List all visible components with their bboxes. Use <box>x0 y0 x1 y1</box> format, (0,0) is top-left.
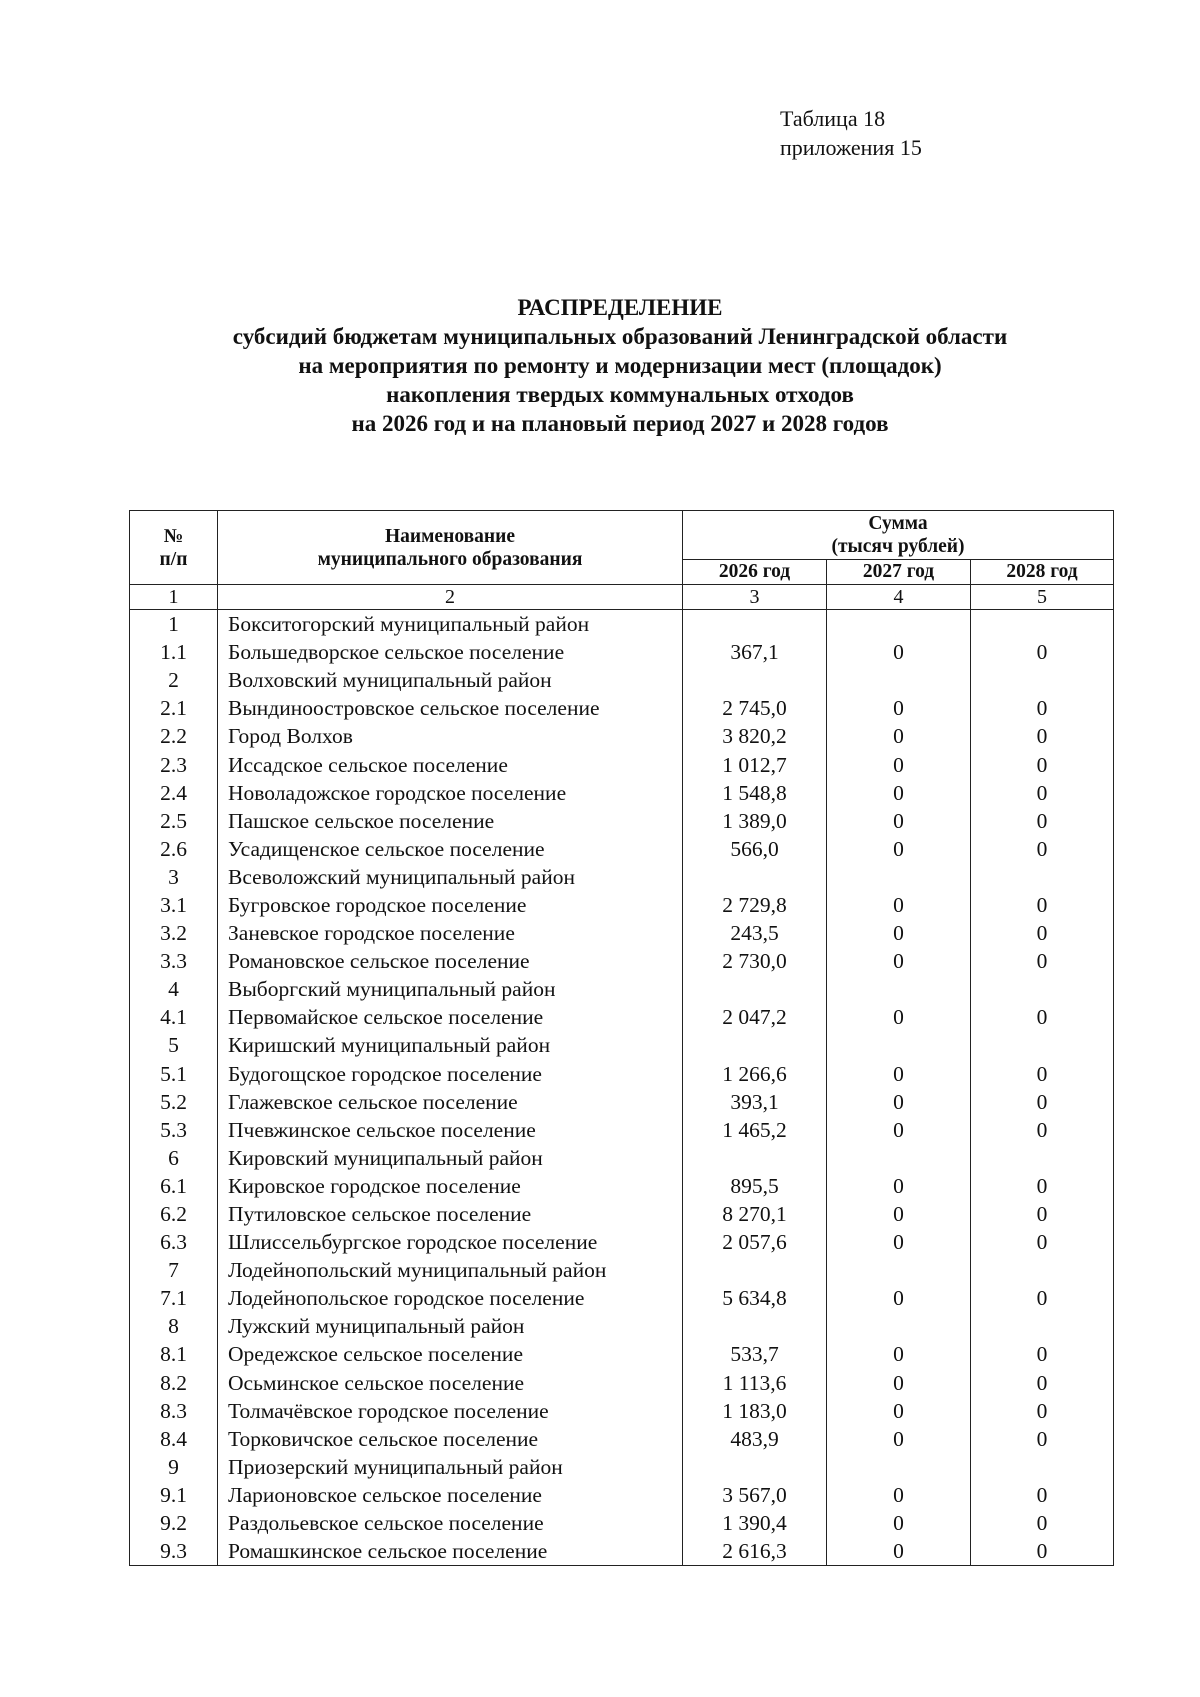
title-line-2: субсидий бюджетам муниципальных образований Ленинградской области <box>232 324 1008 349</box>
row-number: 4 <box>130 975 218 1003</box>
row-name: Приозерский муниципальный район <box>218 1453 683 1481</box>
table-row <box>130 1060 1114 1088</box>
row-value-2026: 2 745,0 <box>683 694 827 722</box>
row-name: Романовское сельское поселение <box>218 947 683 975</box>
row-number: 3.2 <box>130 919 218 947</box>
title-line-3: на мероприятия по ремонту и модернизации мест (площадок) <box>298 353 942 378</box>
row-number: 6.3 <box>130 1228 218 1256</box>
row-value-2028: 0 <box>971 1003 1114 1031</box>
row-number: 9.2 <box>130 1509 218 1537</box>
row-number: 8.3 <box>130 1397 218 1425</box>
row-name: Ромашкинское сельское поселение <box>218 1537 683 1566</box>
appendix-number: приложения 15 <box>780 135 922 160</box>
row-value-2027: 0 <box>827 1060 971 1088</box>
row-value-2026: 566,0 <box>683 835 827 863</box>
table-row <box>130 1031 1114 1059</box>
row-name: Путиловское сельское поселение <box>218 1200 683 1228</box>
row-name: Пашское сельское поселение <box>218 807 683 835</box>
row-number: 5.2 <box>130 1088 218 1116</box>
row-name: Волховский муниципальный район <box>218 666 683 694</box>
row-name: Глажевское сельское поселение <box>218 1088 683 1116</box>
header-year-2027: 2027 год <box>827 560 971 585</box>
row-name: Киришский муниципальный район <box>218 1031 683 1059</box>
table-row <box>130 638 1114 666</box>
column-number: 1 <box>130 585 218 610</box>
row-value-2027: 0 <box>827 779 971 807</box>
column-number: 5 <box>971 585 1114 610</box>
row-value-2026: 1 548,8 <box>683 779 827 807</box>
row-value-2026: 1 465,2 <box>683 1116 827 1144</box>
row-value-2027: 0 <box>827 807 971 835</box>
row-number: 6.1 <box>130 1172 218 1200</box>
row-value-2028: 0 <box>971 1425 1114 1453</box>
row-name: Вындиноостровское сельское поселение <box>218 694 683 722</box>
row-value-2026: 895,5 <box>683 1172 827 1200</box>
header-name-line-2: муниципального образования <box>317 548 583 570</box>
row-value-2027: 0 <box>827 1172 971 1200</box>
table-row <box>130 1340 1114 1368</box>
row-value-2028: 0 <box>971 947 1114 975</box>
header-year-2026: 2026 год <box>683 560 827 585</box>
row-value-2026: 367,1 <box>683 638 827 666</box>
row-number: 3.1 <box>130 891 218 919</box>
row-value-2026 <box>683 1453 827 1481</box>
row-value-2028: 0 <box>971 919 1114 947</box>
table-row <box>130 1228 1114 1256</box>
row-value-2028: 0 <box>971 1537 1114 1566</box>
row-value-2027: 0 <box>827 1481 971 1509</box>
row-value-2028: 0 <box>971 1509 1114 1537</box>
header-sum-line-2: (тысяч рублей) <box>831 536 965 557</box>
title-heading: РАСПРЕДЕЛЕНИЕ <box>517 295 723 320</box>
row-value-2028: 0 <box>971 1397 1114 1425</box>
row-name: Большедворское сельское поселение <box>218 638 683 666</box>
table-row <box>130 666 1114 694</box>
row-value-2027: 0 <box>827 638 971 666</box>
row-number: 1 <box>130 610 218 639</box>
table-row <box>130 1537 1114 1566</box>
table-row <box>130 835 1114 863</box>
row-value-2027: 0 <box>827 947 971 975</box>
row-name: Кировский муниципальный район <box>218 1144 683 1172</box>
row-value-2028 <box>971 1453 1114 1481</box>
row-value-2028: 0 <box>971 1200 1114 1228</box>
row-value-2027 <box>827 666 971 694</box>
row-value-2028: 0 <box>971 1088 1114 1116</box>
row-number: 2.4 <box>130 779 218 807</box>
header-number-symbol: № <box>163 525 184 547</box>
row-name: Усадищенское сельское поселение <box>218 835 683 863</box>
row-name: Всеволожский муниципальный район <box>218 863 683 891</box>
document-title <box>120 293 1120 438</box>
row-value-2028: 0 <box>971 835 1114 863</box>
row-value-2027: 0 <box>827 722 971 750</box>
row-value-2027 <box>827 975 971 1003</box>
table-row <box>130 975 1114 1003</box>
row-value-2028 <box>971 610 1114 639</box>
row-name: Раздольевское сельское поселение <box>218 1509 683 1537</box>
row-name: Оредежское сельское поселение <box>218 1340 683 1368</box>
row-name: Первомайское сельское поселение <box>218 1003 683 1031</box>
row-name: Город Волхов <box>218 722 683 750</box>
row-name: Шлиссельбургское городское поселение <box>218 1228 683 1256</box>
row-number: 2.1 <box>130 694 218 722</box>
row-name: Толмачёвское городское поселение <box>218 1397 683 1425</box>
row-value-2027 <box>827 1144 971 1172</box>
row-value-2027: 0 <box>827 1200 971 1228</box>
row-value-2027: 0 <box>827 835 971 863</box>
column-number: 2 <box>218 585 683 610</box>
row-name: Бугровское городское поселение <box>218 891 683 919</box>
row-name: Будогощское городское поселение <box>218 1060 683 1088</box>
row-value-2026: 3 567,0 <box>683 1481 827 1509</box>
row-value-2028: 0 <box>971 1340 1114 1368</box>
row-value-2027: 0 <box>827 1509 971 1537</box>
row-value-2027: 0 <box>827 1284 971 1312</box>
table-row <box>130 779 1114 807</box>
row-number: 2 <box>130 666 218 694</box>
row-name: Ларионовское сельское поселение <box>218 1481 683 1509</box>
row-name: Заневское городское поселение <box>218 919 683 947</box>
row-value-2026: 483,9 <box>683 1425 827 1453</box>
row-value-2028 <box>971 1144 1114 1172</box>
row-value-2028: 0 <box>971 638 1114 666</box>
row-value-2026: 1 012,7 <box>683 750 827 778</box>
row-number: 2.6 <box>130 835 218 863</box>
title-line-5: на 2026 год и на плановый период 2027 и 2028 годов <box>351 411 889 436</box>
row-value-2026: 1 183,0 <box>683 1397 827 1425</box>
row-value-2026: 2 730,0 <box>683 947 827 975</box>
row-value-2026 <box>683 1031 827 1059</box>
row-number: 5.1 <box>130 1060 218 1088</box>
header-sum-line-1: Сумма <box>868 513 928 534</box>
row-value-2027: 0 <box>827 1228 971 1256</box>
header-number <box>130 511 218 585</box>
table-row <box>130 722 1114 750</box>
row-name: Лужский муниципальный район <box>218 1312 683 1340</box>
row-value-2026: 5 634,8 <box>683 1284 827 1312</box>
table-row <box>130 1369 1114 1397</box>
row-number: 2.3 <box>130 750 218 778</box>
row-value-2028 <box>971 1256 1114 1284</box>
table-row <box>130 1425 1114 1453</box>
row-number: 8.2 <box>130 1369 218 1397</box>
row-number: 6 <box>130 1144 218 1172</box>
row-number: 5.3 <box>130 1116 218 1144</box>
row-value-2028: 0 <box>971 1228 1114 1256</box>
row-value-2028: 0 <box>971 1284 1114 1312</box>
row-value-2028: 0 <box>971 750 1114 778</box>
table-row <box>130 750 1114 778</box>
row-value-2027: 0 <box>827 919 971 947</box>
row-value-2026 <box>683 975 827 1003</box>
row-name: Осьминское сельское поселение <box>218 1369 683 1397</box>
table-row <box>130 1256 1114 1284</box>
table-row <box>130 1172 1114 1200</box>
row-name: Лодейнопольский муниципальный район <box>218 1256 683 1284</box>
row-number: 8 <box>130 1312 218 1340</box>
row-value-2027 <box>827 1256 971 1284</box>
column-number: 3 <box>683 585 827 610</box>
row-value-2028 <box>971 1031 1114 1059</box>
table-row <box>130 694 1114 722</box>
row-value-2026: 393,1 <box>683 1088 827 1116</box>
row-number: 8.1 <box>130 1340 218 1368</box>
row-value-2026: 2 057,6 <box>683 1228 827 1256</box>
row-name: Пчевжинское сельское поселение <box>218 1116 683 1144</box>
row-value-2026 <box>683 666 827 694</box>
row-value-2027 <box>827 1031 971 1059</box>
row-value-2027: 0 <box>827 1425 971 1453</box>
row-value-2026: 1 389,0 <box>683 807 827 835</box>
row-value-2028: 0 <box>971 1369 1114 1397</box>
row-value-2027 <box>827 863 971 891</box>
header-year-2028: 2028 год <box>971 560 1114 585</box>
row-number: 9 <box>130 1453 218 1481</box>
row-value-2028: 0 <box>971 694 1114 722</box>
row-name: Торковичское сельское поселение <box>218 1425 683 1453</box>
row-value-2028 <box>971 666 1114 694</box>
row-value-2028: 0 <box>971 779 1114 807</box>
table-row <box>130 1003 1114 1031</box>
table-row <box>130 947 1114 975</box>
table-reference <box>780 104 922 162</box>
row-value-2026 <box>683 1312 827 1340</box>
row-value-2026: 1 390,4 <box>683 1509 827 1537</box>
distribution-table <box>129 510 1114 1566</box>
header-number-abbrev: п/п <box>159 548 188 570</box>
row-number: 3.3 <box>130 947 218 975</box>
row-value-2026 <box>683 610 827 639</box>
row-name: Кировское городское поселение <box>218 1172 683 1200</box>
row-number: 5 <box>130 1031 218 1059</box>
row-value-2026: 2 047,2 <box>683 1003 827 1031</box>
row-value-2027: 0 <box>827 1397 971 1425</box>
row-value-2026: 243,5 <box>683 919 827 947</box>
table-number: Таблица 18 <box>780 106 886 131</box>
row-number: 4.1 <box>130 1003 218 1031</box>
row-value-2026: 3 820,2 <box>683 722 827 750</box>
table-row <box>130 807 1114 835</box>
row-value-2028: 0 <box>971 1172 1114 1200</box>
row-value-2027: 0 <box>827 1088 971 1116</box>
row-value-2027: 0 <box>827 1369 971 1397</box>
row-number: 2.5 <box>130 807 218 835</box>
table-row <box>130 1144 1114 1172</box>
row-value-2027: 0 <box>827 750 971 778</box>
column-number: 4 <box>827 585 971 610</box>
row-value-2026 <box>683 863 827 891</box>
row-value-2028 <box>971 863 1114 891</box>
title-line-4: накопления твердых коммунальных отходов <box>386 382 854 407</box>
row-name: Лодейнопольское городское поселение <box>218 1284 683 1312</box>
table-row <box>130 891 1114 919</box>
row-value-2026: 8 270,1 <box>683 1200 827 1228</box>
row-name: Иссадское сельское поселение <box>218 750 683 778</box>
row-value-2027 <box>827 610 971 639</box>
row-value-2026: 2 616,3 <box>683 1537 827 1566</box>
row-value-2027 <box>827 1312 971 1340</box>
row-name: Новоладожское городское поселение <box>218 779 683 807</box>
table-row <box>130 919 1114 947</box>
table-row <box>130 1284 1114 1312</box>
row-value-2026: 1 266,6 <box>683 1060 827 1088</box>
column-numbers-row <box>130 585 1114 610</box>
row-number: 3 <box>130 863 218 891</box>
table-row <box>130 1397 1114 1425</box>
row-value-2026: 533,7 <box>683 1340 827 1368</box>
row-value-2027: 0 <box>827 694 971 722</box>
row-value-2026 <box>683 1144 827 1172</box>
row-value-2027: 0 <box>827 1537 971 1566</box>
table-row <box>130 1116 1114 1144</box>
row-name: Выборгский муниципальный район <box>218 975 683 1003</box>
row-value-2026: 2 729,8 <box>683 891 827 919</box>
row-value-2028: 0 <box>971 1481 1114 1509</box>
row-number: 2.2 <box>130 722 218 750</box>
row-number: 7 <box>130 1256 218 1284</box>
row-value-2028: 0 <box>971 1116 1114 1144</box>
row-value-2027: 0 <box>827 891 971 919</box>
row-value-2028 <box>971 1312 1114 1340</box>
table-row <box>130 1088 1114 1116</box>
header-sum <box>683 511 1114 560</box>
row-value-2027: 0 <box>827 1340 971 1368</box>
table-row <box>130 610 1114 639</box>
row-value-2028: 0 <box>971 807 1114 835</box>
row-value-2026 <box>683 1256 827 1284</box>
row-value-2028: 0 <box>971 722 1114 750</box>
table-row <box>130 863 1114 891</box>
row-value-2028: 0 <box>971 891 1114 919</box>
row-value-2028: 0 <box>971 1060 1114 1088</box>
table-row <box>130 1200 1114 1228</box>
row-number: 6.2 <box>130 1200 218 1228</box>
header-name-line-1: Наименование <box>385 525 515 547</box>
table-row <box>130 1481 1114 1509</box>
row-number: 1.1 <box>130 638 218 666</box>
row-name: Бокситогорский муниципальный район <box>218 610 683 639</box>
row-value-2026: 1 113,6 <box>683 1369 827 1397</box>
row-value-2027 <box>827 1453 971 1481</box>
row-value-2027: 0 <box>827 1116 971 1144</box>
row-number: 9.1 <box>130 1481 218 1509</box>
row-value-2027: 0 <box>827 1003 971 1031</box>
table-row <box>130 1312 1114 1340</box>
row-number: 9.3 <box>130 1537 218 1566</box>
table-row <box>130 1509 1114 1537</box>
row-number: 8.4 <box>130 1425 218 1453</box>
header-name <box>218 511 683 585</box>
row-number: 7.1 <box>130 1284 218 1312</box>
row-value-2028 <box>971 975 1114 1003</box>
table-row <box>130 1453 1114 1481</box>
